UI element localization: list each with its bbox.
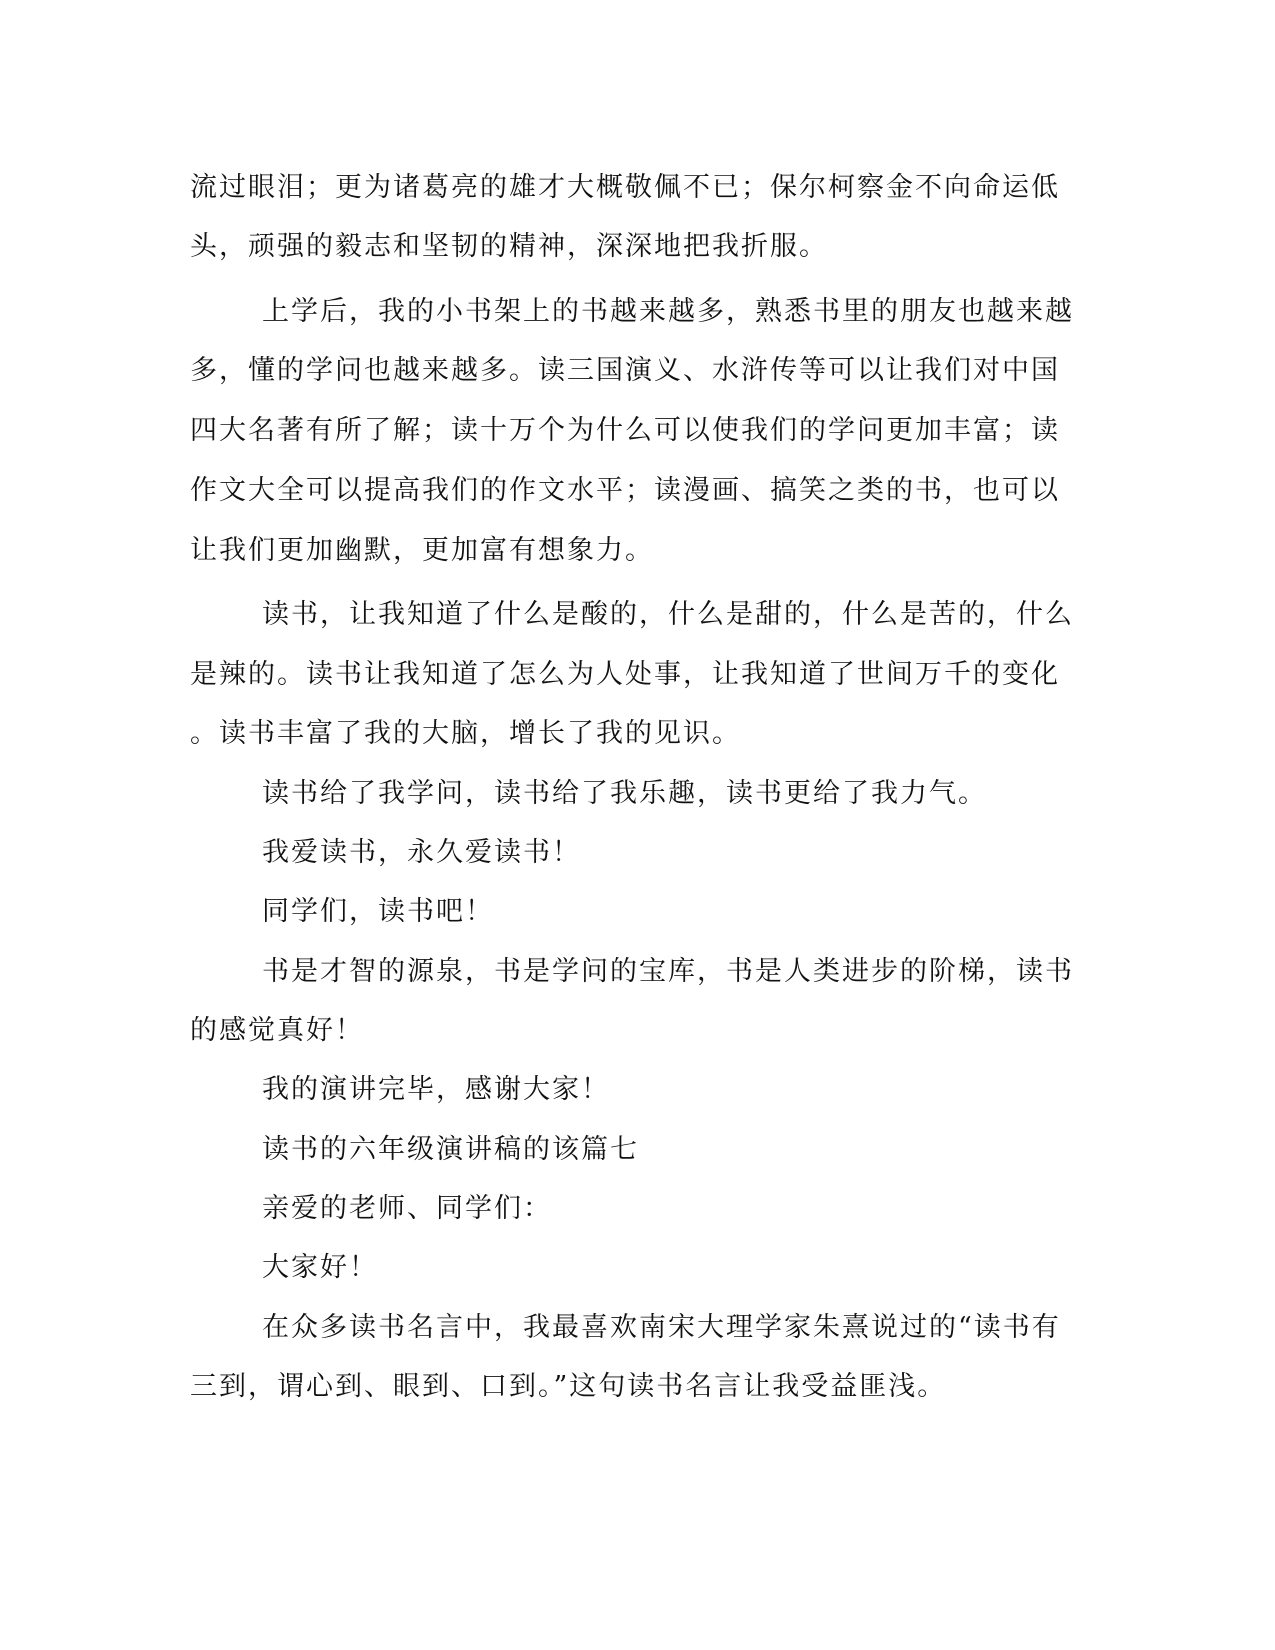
paragraph-line: 读书给了我学问，读书给了我乐趣，读书更给了我力气。 [262,778,987,809]
paragraph-start-line: 书是才智的源泉，书是学问的宝库，书是人类进步的阶梯，读书 [262,956,1074,987]
section-heading: 读书的六年级演讲稿的该篇七 [262,1134,639,1165]
greeting: 大家好！ [262,1252,378,1283]
text-line: 四大名著有所了解；读十万个为什么可以使我们的学问更加丰富；读 [190,415,1060,446]
text-line: 的感觉真好！ [190,1015,364,1046]
paragraph-start-line: 读书，让我知道了什么是酸的，什么是甜的，什么是苦的，什么 [262,599,1074,630]
text-line: 是辣的。读书让我知道了怎么为人处事，让我知道了世间万千的变化 [190,659,1060,690]
paragraph-start-line: 上学后，我的小书架上的书越来越多，熟悉书里的朋友也越来越 [262,296,1074,327]
paragraph-line: 我的演讲完毕，感谢大家！ [262,1074,610,1105]
paragraph-start-line: 在众多读书名言中，我最喜欢南宋大理学家朱熹说过的“读书有 [262,1312,1061,1343]
paragraph-line: 同学们，读书吧！ [262,896,494,927]
text-line: 。读书丰富了我的大脑，增长了我的见识。 [190,718,741,749]
text-line: 让我们更加幽默，更加富有想象力。 [190,535,654,566]
text-line: 多，懂的学问也越来越多。读三国演义、水浒传等可以让我们对中国 [190,355,1060,386]
text-line: 作文大全可以提高我们的作文水平；读漫画、搞笑之类的书，也可以 [190,475,1060,506]
paragraph-line: 我爱读书，永久爱读书！ [262,837,581,868]
text-line: 三到，谓心到、眼到、口到。”这句读书名言让我受益匪浅。 [190,1371,947,1402]
salutation: 亲爱的老师、同学们： [262,1193,552,1224]
text-line: 流过眼泪；更为诸葛亮的雄才大概敬佩不已；保尔柯察金不向命运低 [190,172,1060,203]
text-line: 头，顽强的毅志和坚韧的精神，深深地把我折服。 [190,231,828,262]
